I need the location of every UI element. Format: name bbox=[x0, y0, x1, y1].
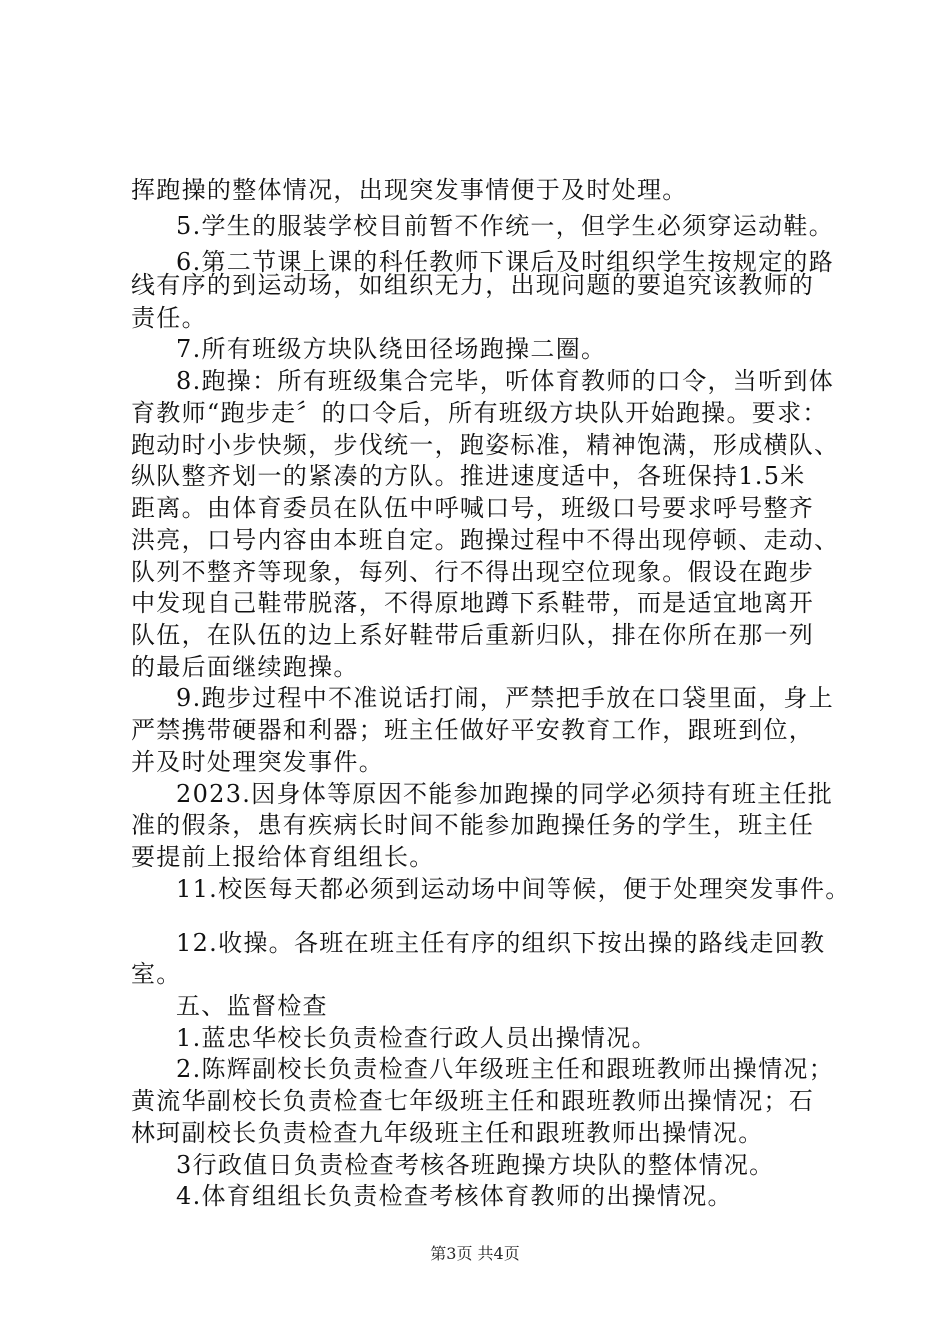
text-line: 线有序的到运动场，如组织无力，出现问题的要追究该教师的 bbox=[131, 271, 815, 299]
text-line: 11.校医每天都必须到运动场中间等候，便于处理突发事件。 bbox=[176, 875, 851, 903]
text-line: 7.所有班级方块队绕田径场跑操二圈。 bbox=[176, 335, 607, 363]
text-line: 跑动时小步快频，步伐统一，跑姿标准，精神饱满，形成横队、 bbox=[131, 431, 840, 459]
text-line: 2.陈辉副校长负责检查八年级班主任和跟班教师出操情况； bbox=[176, 1055, 834, 1083]
text-line: 挥跑操的整体情况，出现突发事情便于及时处理。 bbox=[131, 176, 688, 204]
text-line: 9.跑步过程中不准说话打闹，严禁把手放在口袋里面，身上 bbox=[176, 684, 834, 712]
text-line: 12.收操。各班在班主任有序的组织下按出操的路线走回教 bbox=[176, 929, 826, 957]
text-line: 严禁携带硬器和利器；班主任做好平安教育工作，跟班到位， bbox=[131, 716, 815, 744]
section-heading: 五、监督检查 bbox=[176, 992, 328, 1020]
text-line: 3行政值日负责检查考核各班跑操方块队的整体情况。 bbox=[176, 1151, 775, 1179]
text-line: 8.跑操：所有班级集合完毕，听体育教师的口令，当听到体 bbox=[176, 367, 834, 395]
text-line: 2023.因身体等原因不能参加跑操的同学必须持有班主任批 bbox=[176, 780, 834, 808]
text-line: 中发现自己鞋带脱落，不得原地蹲下系鞋带，而是适宜地离开 bbox=[131, 589, 815, 617]
text-line: 要提前上报给体育组组长。 bbox=[131, 843, 435, 871]
text-line: 的最后面继续跑操。 bbox=[131, 653, 359, 681]
text-line: 准的假条，患有疾病长时间不能参加跑操任务的学生，班主任 bbox=[131, 811, 815, 839]
text-line: 林珂副校长负责检查九年级班主任和跟班教师出操情况。 bbox=[131, 1119, 764, 1147]
text-line: 队列不整齐等现象，每列、行不得出现空位现象。假设在跑步 bbox=[131, 558, 815, 586]
text-line: 室。 bbox=[131, 960, 182, 988]
text-line: 5.学生的服装学校目前暂不作统一，但学生必须穿运动鞋。 bbox=[176, 212, 834, 240]
text-line: 1.蓝忠华校长负责检查行政人员出操情况。 bbox=[176, 1024, 657, 1052]
text-line: 洪亮，口号内容由本班自定。跑操过程中不得出现停顿、走动、 bbox=[131, 526, 840, 554]
text-line: 纵队整齐划一的紧凑的方队。推进速度适中，各班保持1.5米 bbox=[131, 462, 806, 490]
text-line: 4.体育组组长负责检查考核体育教师的出操情况。 bbox=[176, 1182, 733, 1210]
text-line: 并及时处理突发事件。 bbox=[131, 748, 384, 776]
text-line: 6.第二节课上课的科任教师下课后及时组织学生按规定的路 bbox=[176, 248, 834, 276]
text-line: 距离。由体育委员在队伍中呼喊口号，班级口号要求呼号整齐 bbox=[131, 494, 815, 522]
text-line: 黄流华副校长负责检查七年级班主任和跟班教师出操情况；石 bbox=[131, 1087, 815, 1115]
text-line: 育教师“跑步走〞的口令后，所有班级方块队开始跑操。要求： bbox=[131, 399, 828, 427]
page-footer: 第3页 共4页 bbox=[430, 1244, 520, 1263]
text-line: 队伍，在队伍的边上系好鞋带后重新归队，排在你所在那一列 bbox=[131, 621, 815, 649]
text-line: 责任。 bbox=[131, 304, 207, 332]
